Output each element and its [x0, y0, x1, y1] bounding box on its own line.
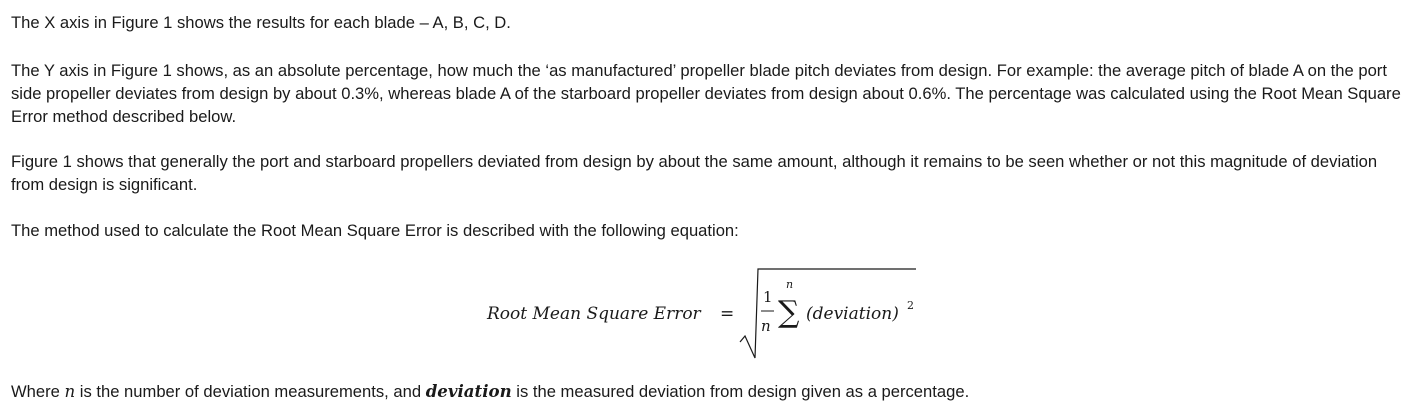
- footnote-middle: is the number of deviation measurements, and: [75, 382, 426, 401]
- fraction-numerator: 1: [763, 288, 773, 306]
- symbol-n: n: [64, 382, 76, 401]
- summation-icon: ∑: [778, 295, 800, 330]
- equation-term: (deviation): [806, 304, 899, 324]
- symbol-deviation: deviation: [425, 381, 512, 401]
- paragraph-x-axis: The X axis in Figure 1 shows the results for each blade – A, B, C, D.: [11, 13, 511, 32]
- summation-upper-limit: n: [786, 278, 794, 291]
- footnote-after: is the measured deviation from design given as a percentage.: [511, 382, 970, 401]
- equation-lhs: Root Mean Square Error: [487, 304, 701, 324]
- footnote-before-n: Where: [11, 382, 65, 401]
- fraction-denominator: n: [761, 317, 771, 335]
- paragraph-port-starboard: Figure 1 shows that generally the port and starboard propellers deviated from design by about the same amount, although it remains to be seen whether or not this magnitude of deviation from design is significant.: [11, 152, 1378, 194]
- paragraph-method-intro: The method used to calculate the Root Mean Square Error is described with the following equation:: [11, 221, 739, 240]
- paragraph-variable-definitions: [11, 380, 1411, 403]
- equation-equals: =: [720, 304, 735, 324]
- equation-exponent: 2: [907, 299, 914, 312]
- rmse-equation: [0, 262, 1428, 362]
- paragraph-y-axis: The Y axis in Figure 1 shows, as an absolute percentage, how much the ‘as manufactured’ propeller blade pitch deviates from design. For example: the average pitch of blade A on the port side propeller deviates from design by about 0.3%, whereas blade A of the starboard propeller deviates from design about 0.6%. The percentage was calculated using the Root Mean Square Error method described below.: [11, 61, 1401, 126]
